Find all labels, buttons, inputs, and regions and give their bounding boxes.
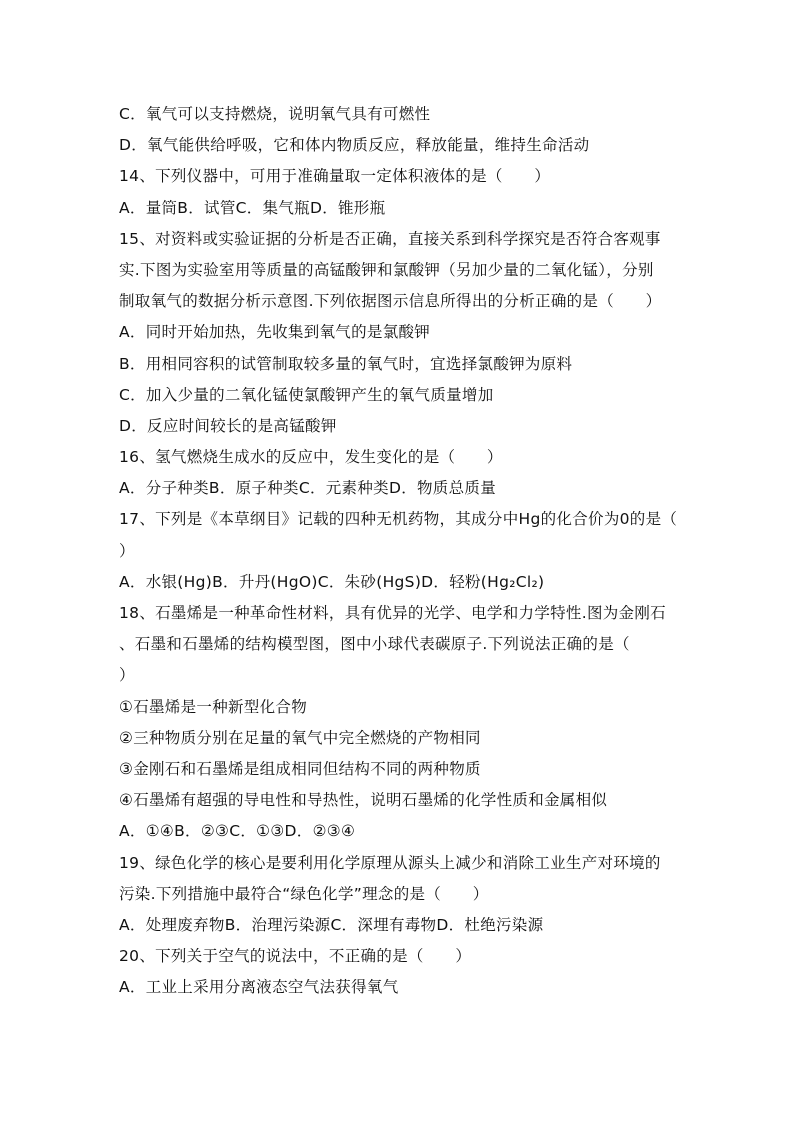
question-18-options: A．①④B．②③C．①③D．②③④ xyxy=(119,822,356,841)
question-15: 15、对资料或实验证据的分析是否正确，直接关系到科学探究是否符合客观事 xyxy=(119,229,661,248)
question-15-cont-2: 制取氧气的数据分析示意图.下列依据图示信息所得出的分析正确的是（ ） xyxy=(119,292,662,311)
question-15-option-b: B．用相同容积的试管制取较多量的氧气时，宜选择氯酸钾为原料 xyxy=(119,354,573,373)
question-17-options: A．水银(Hg)B．升丹(HgO)C．朱砂(HgS)D．轻粉(Hg₂Cl₂) xyxy=(119,572,545,591)
question-14: 14、下列仪器中，可用于准确量取一定体积液体的是（ ） xyxy=(119,167,551,186)
question-18-cont-2: ） xyxy=(119,666,135,685)
question-text xyxy=(119,99,679,1003)
question-19-options: A．处理废弃物B．治理污染源C．深埋有毒物D．杜绝污染源 xyxy=(119,915,544,934)
question-15-cont-1: 实.下图为实验室用等质量的高锰酸钾和氯酸钾（另加少量的二氧化锰），分别 xyxy=(119,260,654,279)
question-20-option-a: A．工业上采用分离液态空气法获得氧气 xyxy=(119,978,399,997)
statement-1: ①石墨烯是一种新型化合物 xyxy=(119,697,307,716)
statement-4: ④石墨烯有超强的导电性和导热性，说明石墨烯的化学性质和金属相似 xyxy=(119,791,608,810)
question-18: 18、石墨烯是一种革命性材料，具有优异的光学、电学和力学特性.图为金刚石 xyxy=(119,604,666,622)
question-16-options: A．分子种类B．原子种类C．元素种类D．物质总质量 xyxy=(119,479,496,498)
question-15-option-d: D．反应时间较长的是高锰酸钾 xyxy=(119,416,337,435)
question-16: 16、氢气燃烧生成水的反应中，发生变化的是（ ） xyxy=(119,448,503,467)
question-15-option-a: A．同时开始加热，先收集到氧气的是氯酸钾 xyxy=(119,323,431,342)
option-c-line: C．氧气可以支持燃烧，说明氧气具有可燃性 xyxy=(119,105,431,123)
option-d-line: D．氧气能供给呼吸，它和体内物质反应，释放能量，维持生命活动 xyxy=(119,136,590,155)
question-17-cont: ） xyxy=(119,541,135,560)
question-20: 20、下列关于空气的说法中，不正确的是（ ） xyxy=(119,947,472,966)
question-19-cont: 污染.下列措施中最符合“绿色化学”理念的是（ ） xyxy=(119,884,489,903)
question-18-cont-1: 、石墨和石墨烯的结构模型图，图中小球代表碳原子.下列说法正确的是（ xyxy=(119,635,630,654)
statement-3: ③金刚石和石墨烯是组成相同但结构不同的两种物质 xyxy=(119,759,481,778)
statement-2: ②三种物质分别在足量的氧气中完全燃烧的产物相同 xyxy=(119,728,481,747)
question-15-option-c: C．加入少量的二氧化锰使氯酸钾产生的氧气质量增加 xyxy=(119,385,494,404)
question-17: 17、下列是《本草纲目》记载的四种无机药物，其成分中Hg的化合价为0的是（ xyxy=(119,510,678,529)
question-14-options: A．量筒B．试管C．集气瓶D．锥形瓶 xyxy=(119,198,386,217)
question-19: 19、绿色化学的核心是要利用化学原理从源头上减少和消除工业生产对环境的 xyxy=(119,853,661,872)
